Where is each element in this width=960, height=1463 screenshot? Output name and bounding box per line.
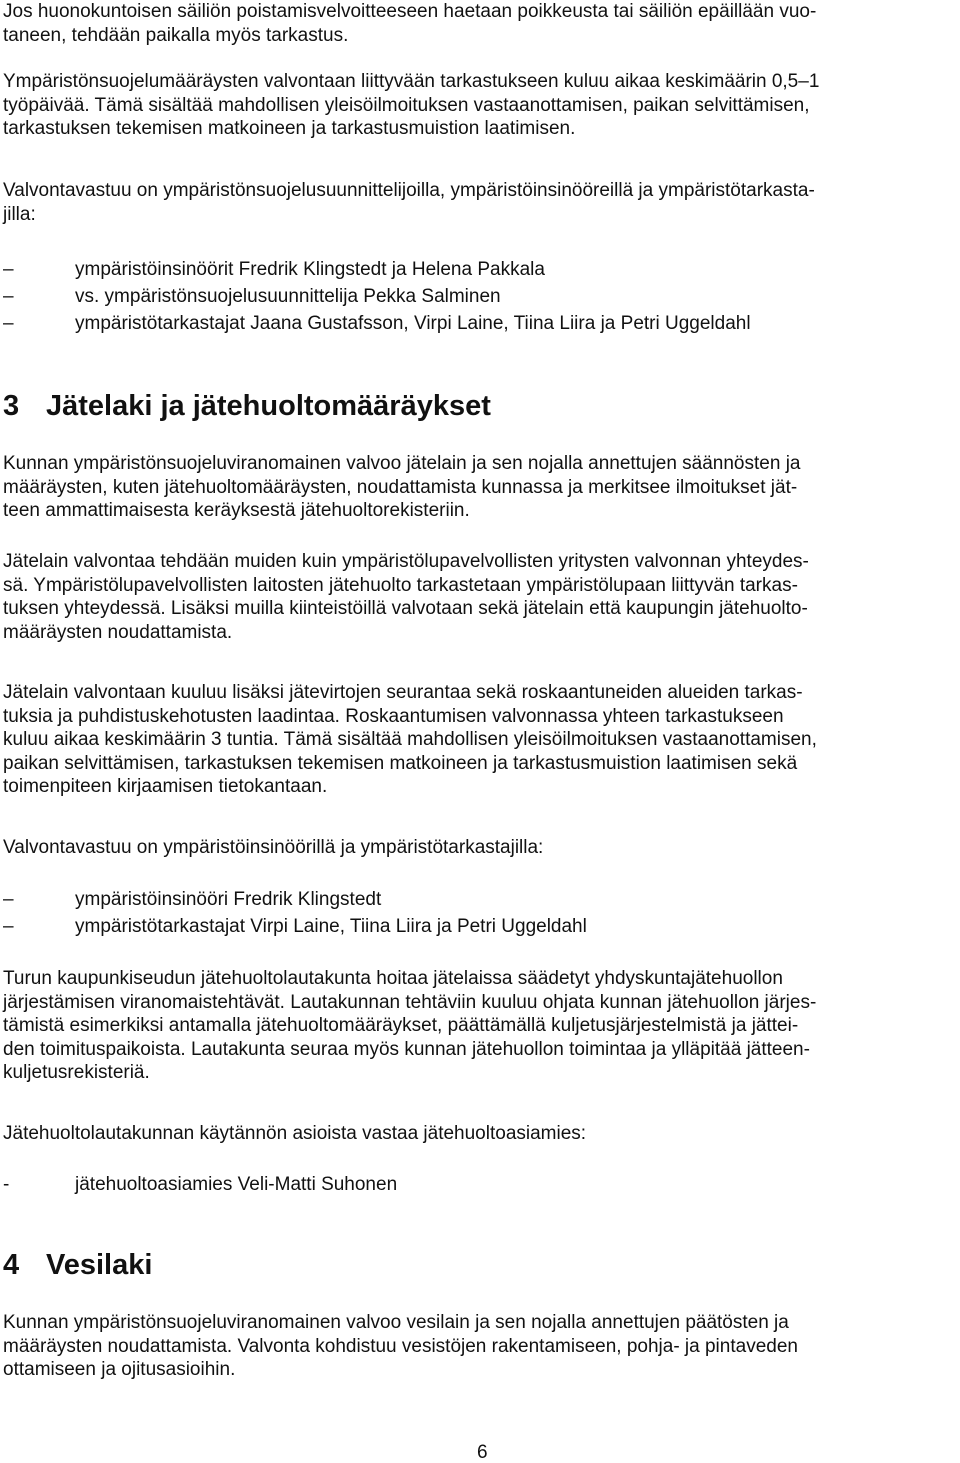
text-line: määräysten noudattamista. [3, 621, 233, 643]
text-line: määräysten, kuten jätehuoltomääräysten, noudattamista kunnassa ja merkitsee ilmoitukset jät- [3, 476, 798, 498]
paragraph-inspection-time [3, 70, 955, 141]
paragraph-waste-board [3, 967, 955, 1085]
list-item-text: vs. ympäristönsuojelusuunnittelija Pekka Salminen [75, 286, 501, 307]
list-item-text: ympäristötarkastajat Virpi Laine, Tiina Liira ja Petri Uggeldahl [75, 916, 587, 937]
list-item-text: ympäristötarkastajat Jaana Gustafsson, Virpi Laine, Tiina Liira ja Petri Uggeldahl [75, 313, 751, 334]
text-line: taneen, tehdään paikalla myös tarkastus. [3, 24, 349, 46]
text-line: työpäivää. Tämä sisältää mahdollisen yleisöilmoituksen vastaanottamisen, paikan selvittämisen, [3, 94, 810, 116]
text-line: tarkastuksen tekemisen matkoineen ja tarkastusmuistion laatimisen. [3, 118, 576, 139]
section-title: Vesilaki [46, 1249, 153, 1281]
paragraph-water-law [3, 1311, 955, 1382]
paragraph-waste-ombudsman [3, 1122, 955, 1146]
page-number: 6 [477, 1442, 488, 1463]
section-number: 3 [3, 390, 20, 422]
text-line: jilla: [3, 203, 36, 225]
text-line: tuksen yhteydessä. Lisäksi muilla kiinteistöillä valvotaan sekä jätelain että kaupungin jätehuolto- [3, 598, 808, 619]
dash-bullet: - [3, 1174, 10, 1195]
dash-bullet: – [3, 916, 14, 937]
text-line: kuluu aikaa keskimäärin 3 tuntia. Tämä sisältää mahdollisen yleisöilmoituksen vastaanottamisen, [3, 729, 817, 750]
list-item-text: jätehuoltoasiamies Veli-Matti Suhonen [75, 1174, 398, 1195]
paragraph-responsibility-2 [3, 836, 955, 860]
paragraph-littering [3, 681, 955, 799]
dash-bullet: – [3, 889, 14, 910]
text-line: tämistä esimerkiksi antamalla jätehuoltomääräykset, päättämällä kuljetusjärjestelmistä ja jättei- [3, 1015, 799, 1036]
text-line: Valvontavastuu on ympäristönsuojelusuunnittelijoilla, ympäristöinsinööreillä ja ympäristötarkasta- [3, 180, 815, 201]
text-line: sä. Ympäristölupavelvollisten laitosten jätehuolto tarkastetaan ympäristölupaan liittyvän tarkas- [3, 574, 798, 596]
paragraph-tank-inspection [3, 0, 955, 47]
text-line: Turun kaupunkiseudun jätehuoltolautakunta hoitaa jätelaissa säädetyt yhdyskuntajätehuollon [3, 968, 783, 989]
text-line: Ympäristönsuojelumääräysten valvontaan liittyvään tarkastukseen kuluu aikaa keskimäärin 0,5–1 [3, 71, 820, 92]
text-line: järjestämisen viranomaistehtävät. Lautakunnan tehtäviin kuuluu ohjata kunnan jätehuollon järjes- [3, 991, 817, 1013]
text-line: tuksia ja puhdistuskehotusten laadintaa. Roskaantumisen valvonnassa yhteen tarkastukseen [3, 705, 784, 727]
text-line: teen ammattimaisesta keräyksestä jätehuoltorekisteriin. [3, 500, 470, 521]
text-line: Jätehuoltolautakunnan käytännön asioista vastaa jätehuoltoasiamies: [3, 1123, 587, 1144]
text-line: Valvontavastuu on ympäristöinsinöörillä ja ympäristötarkastajilla: [3, 837, 544, 858]
dash-bullet: – [3, 259, 14, 280]
text-line: Jätelain valvontaa tehdään muiden kuin ympäristölupavelvollisten yritysten valvonnan yhteydes- [3, 551, 809, 572]
paragraph-waste-law-inspections [3, 550, 955, 644]
list-item-text: ympäristöinsinööri Fredrik Klingstedt [75, 889, 382, 910]
text-line: Jätelain valvontaan kuuluu lisäksi jätevirtojen seurantaa sekä roskaantuneiden alueiden tarkas- [3, 682, 803, 703]
text-line: määräysten noudattamista. Valvonta kohdistuu vesistöjen rakentamiseen, pohja- ja pintaveden [3, 1335, 798, 1357]
text-line: kuljetusrekisteriä. [3, 1062, 150, 1083]
dash-bullet: – [3, 313, 14, 334]
section-number: 4 [3, 1249, 20, 1281]
section-title: Jätelaki ja jätehuoltomääräykset [46, 390, 491, 422]
text-line: Kunnan ympäristönsuojeluviranomainen valvoo jätelain ja sen nojalla annettujen säännösten ja [3, 453, 801, 474]
list-item-text: ympäristöinsinöörit Fredrik Klingstedt ja Helena Pakkala [75, 259, 545, 280]
section-heading-3 [3, 389, 491, 423]
text-line: Kunnan ympäristönsuojeluviranomainen valvoo vesilain ja sen nojalla annettujen päätösten ja [3, 1312, 789, 1333]
text-line: Jos huonokuntoisen säiliön poistamisvelvoitteeseen haetaan poikkeusta tai säiliön epäillään vuo- [3, 1, 817, 22]
text-line: toimenpiteen kirjaamisen tietokantaan. [3, 776, 328, 797]
paragraph-waste-law-supervision [3, 452, 955, 523]
text-line: ottamiseen ja ojitusasioihin. [3, 1359, 236, 1380]
text-line: paikan selvittämisen, tarkastuksen tekemisen matkoineen ja tarkastusmuistion laatimisen sekä [3, 752, 798, 774]
text-line: den toimituspaikoista. Lautakunta seuraa myös kunnan jätehuollon toimintaa ja ylläpitää jätteen- [3, 1038, 810, 1060]
paragraph-responsibility [3, 179, 955, 226]
dash-bullet: – [3, 286, 14, 307]
section-heading-4 [3, 1248, 152, 1282]
